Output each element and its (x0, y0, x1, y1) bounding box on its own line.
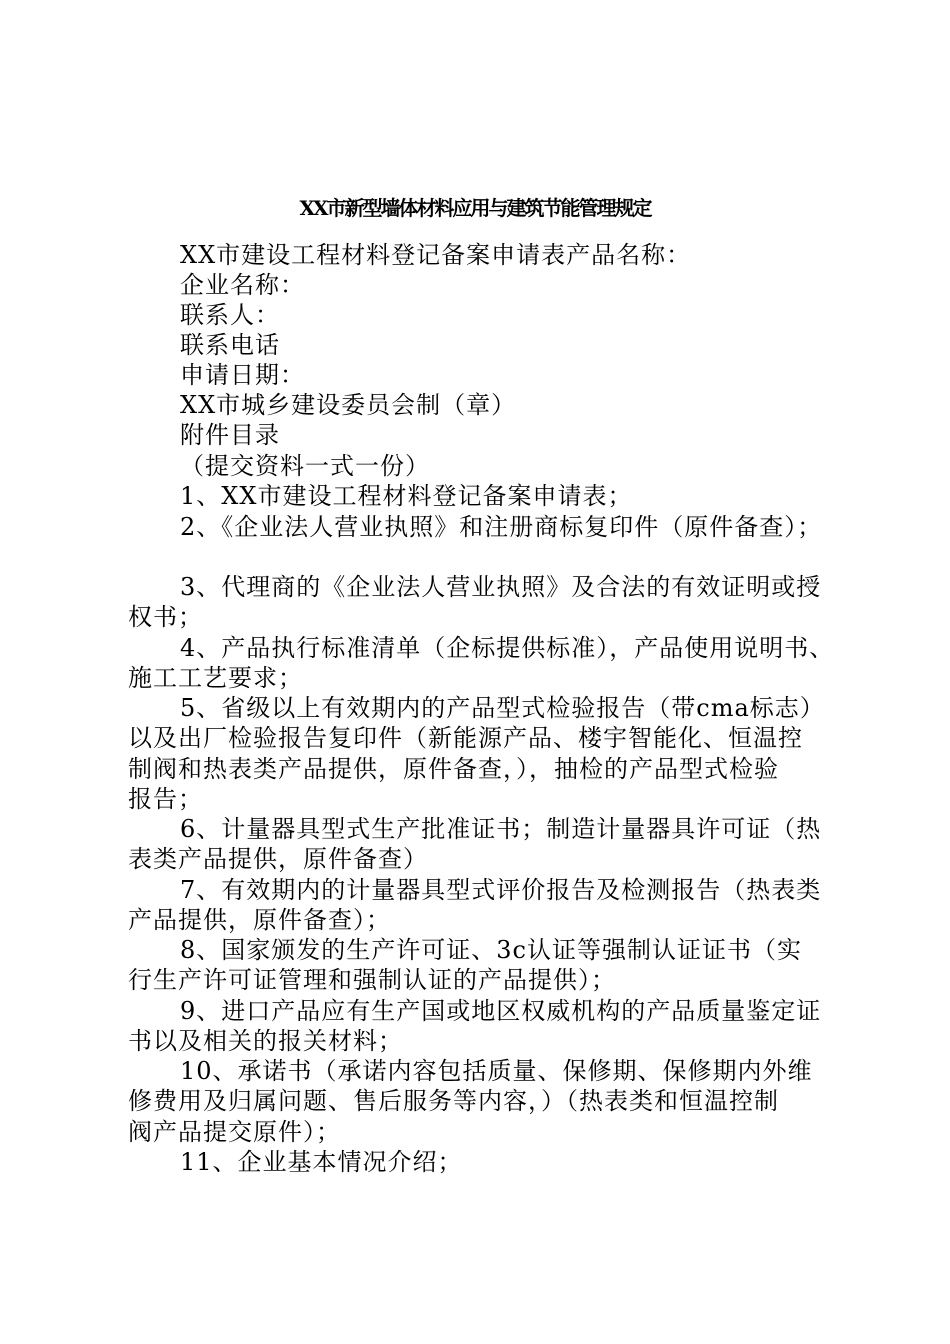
header-line: 联系电话 (180, 331, 280, 359)
document-title: XX市新型墙体材料应用与建筑节能管理规定 (299, 196, 651, 220)
list-item-continuation: 以及出厂检验报告复印件（新能源产品、楼宇智能化、恒温控 (128, 724, 803, 752)
header-line: 企业名称： (180, 271, 305, 299)
list-item-continuation: 阀产品提交原件）； (128, 1118, 341, 1146)
list-item-continuation: 表类产品提供，原件备查） (128, 845, 428, 873)
header-line: XX市城乡建设委员会制（章） (180, 391, 517, 419)
list-item-continuation: 制阀和热表类产品提供，原件备查，），抽检的产品型式检验 (128, 755, 779, 783)
list-item: 7、有效期内的计量器具型式评价报告及检测报告（热表类 (180, 876, 822, 904)
list-item-continuation: 行生产许可证管理和强制认证的产品提供）； (128, 966, 616, 994)
list-item-continuation: 产品提供，原件备查）； (128, 906, 391, 934)
header-line: XX市建设工程材料登记备案申请表产品名称： (180, 241, 692, 269)
list-item: 3、代理商的《企业法人营业执照》及合法的有效证明或授 (180, 573, 822, 601)
list-item: 5、省级以上有效期内的产品型式检验报告（带cma标志） (180, 694, 825, 722)
list-item-continuation: 报告； (128, 785, 203, 813)
list-item: 8、国家颁发的生产许可证、3c认证等强制认证证书（实 (180, 936, 802, 964)
list-item: 9、进口产品应有生产国或地区权威机构的产品质量鉴定证 (180, 997, 822, 1025)
header-line: 申请日期： (180, 361, 305, 389)
list-item-continuation: 修费用及归属问题、售后服务等内容，）（热表类和恒温控制 (128, 1087, 779, 1115)
list-item: 2、《企业法人营业执照》和注册商标复印件（原件备查）； (180, 513, 823, 541)
list-item: 1、XX市建设工程材料登记备案申请表； (180, 482, 633, 510)
list-item-continuation: 权书； (128, 603, 203, 631)
list-item: 11、企业基本情况介绍； (180, 1148, 463, 1176)
list-item: 6、计量器具型式生产批准证书；制造计量器具许可证（热 (180, 815, 822, 843)
header-line: 联系人： (180, 301, 280, 329)
list-item-continuation: 施工工艺要求； (128, 664, 303, 692)
header-line: （提交资料一式一份） (180, 452, 430, 480)
list-item-continuation: 书以及相关的报关材料； (128, 1027, 403, 1055)
header-line: 附件目录 (180, 421, 280, 449)
list-item: 4、产品执行标准清单（企标提供标准），产品使用说明书、 (180, 634, 835, 662)
list-item: 10、承诺书（承诺内容包括质量、保修期、保修期内外维 (180, 1057, 813, 1085)
